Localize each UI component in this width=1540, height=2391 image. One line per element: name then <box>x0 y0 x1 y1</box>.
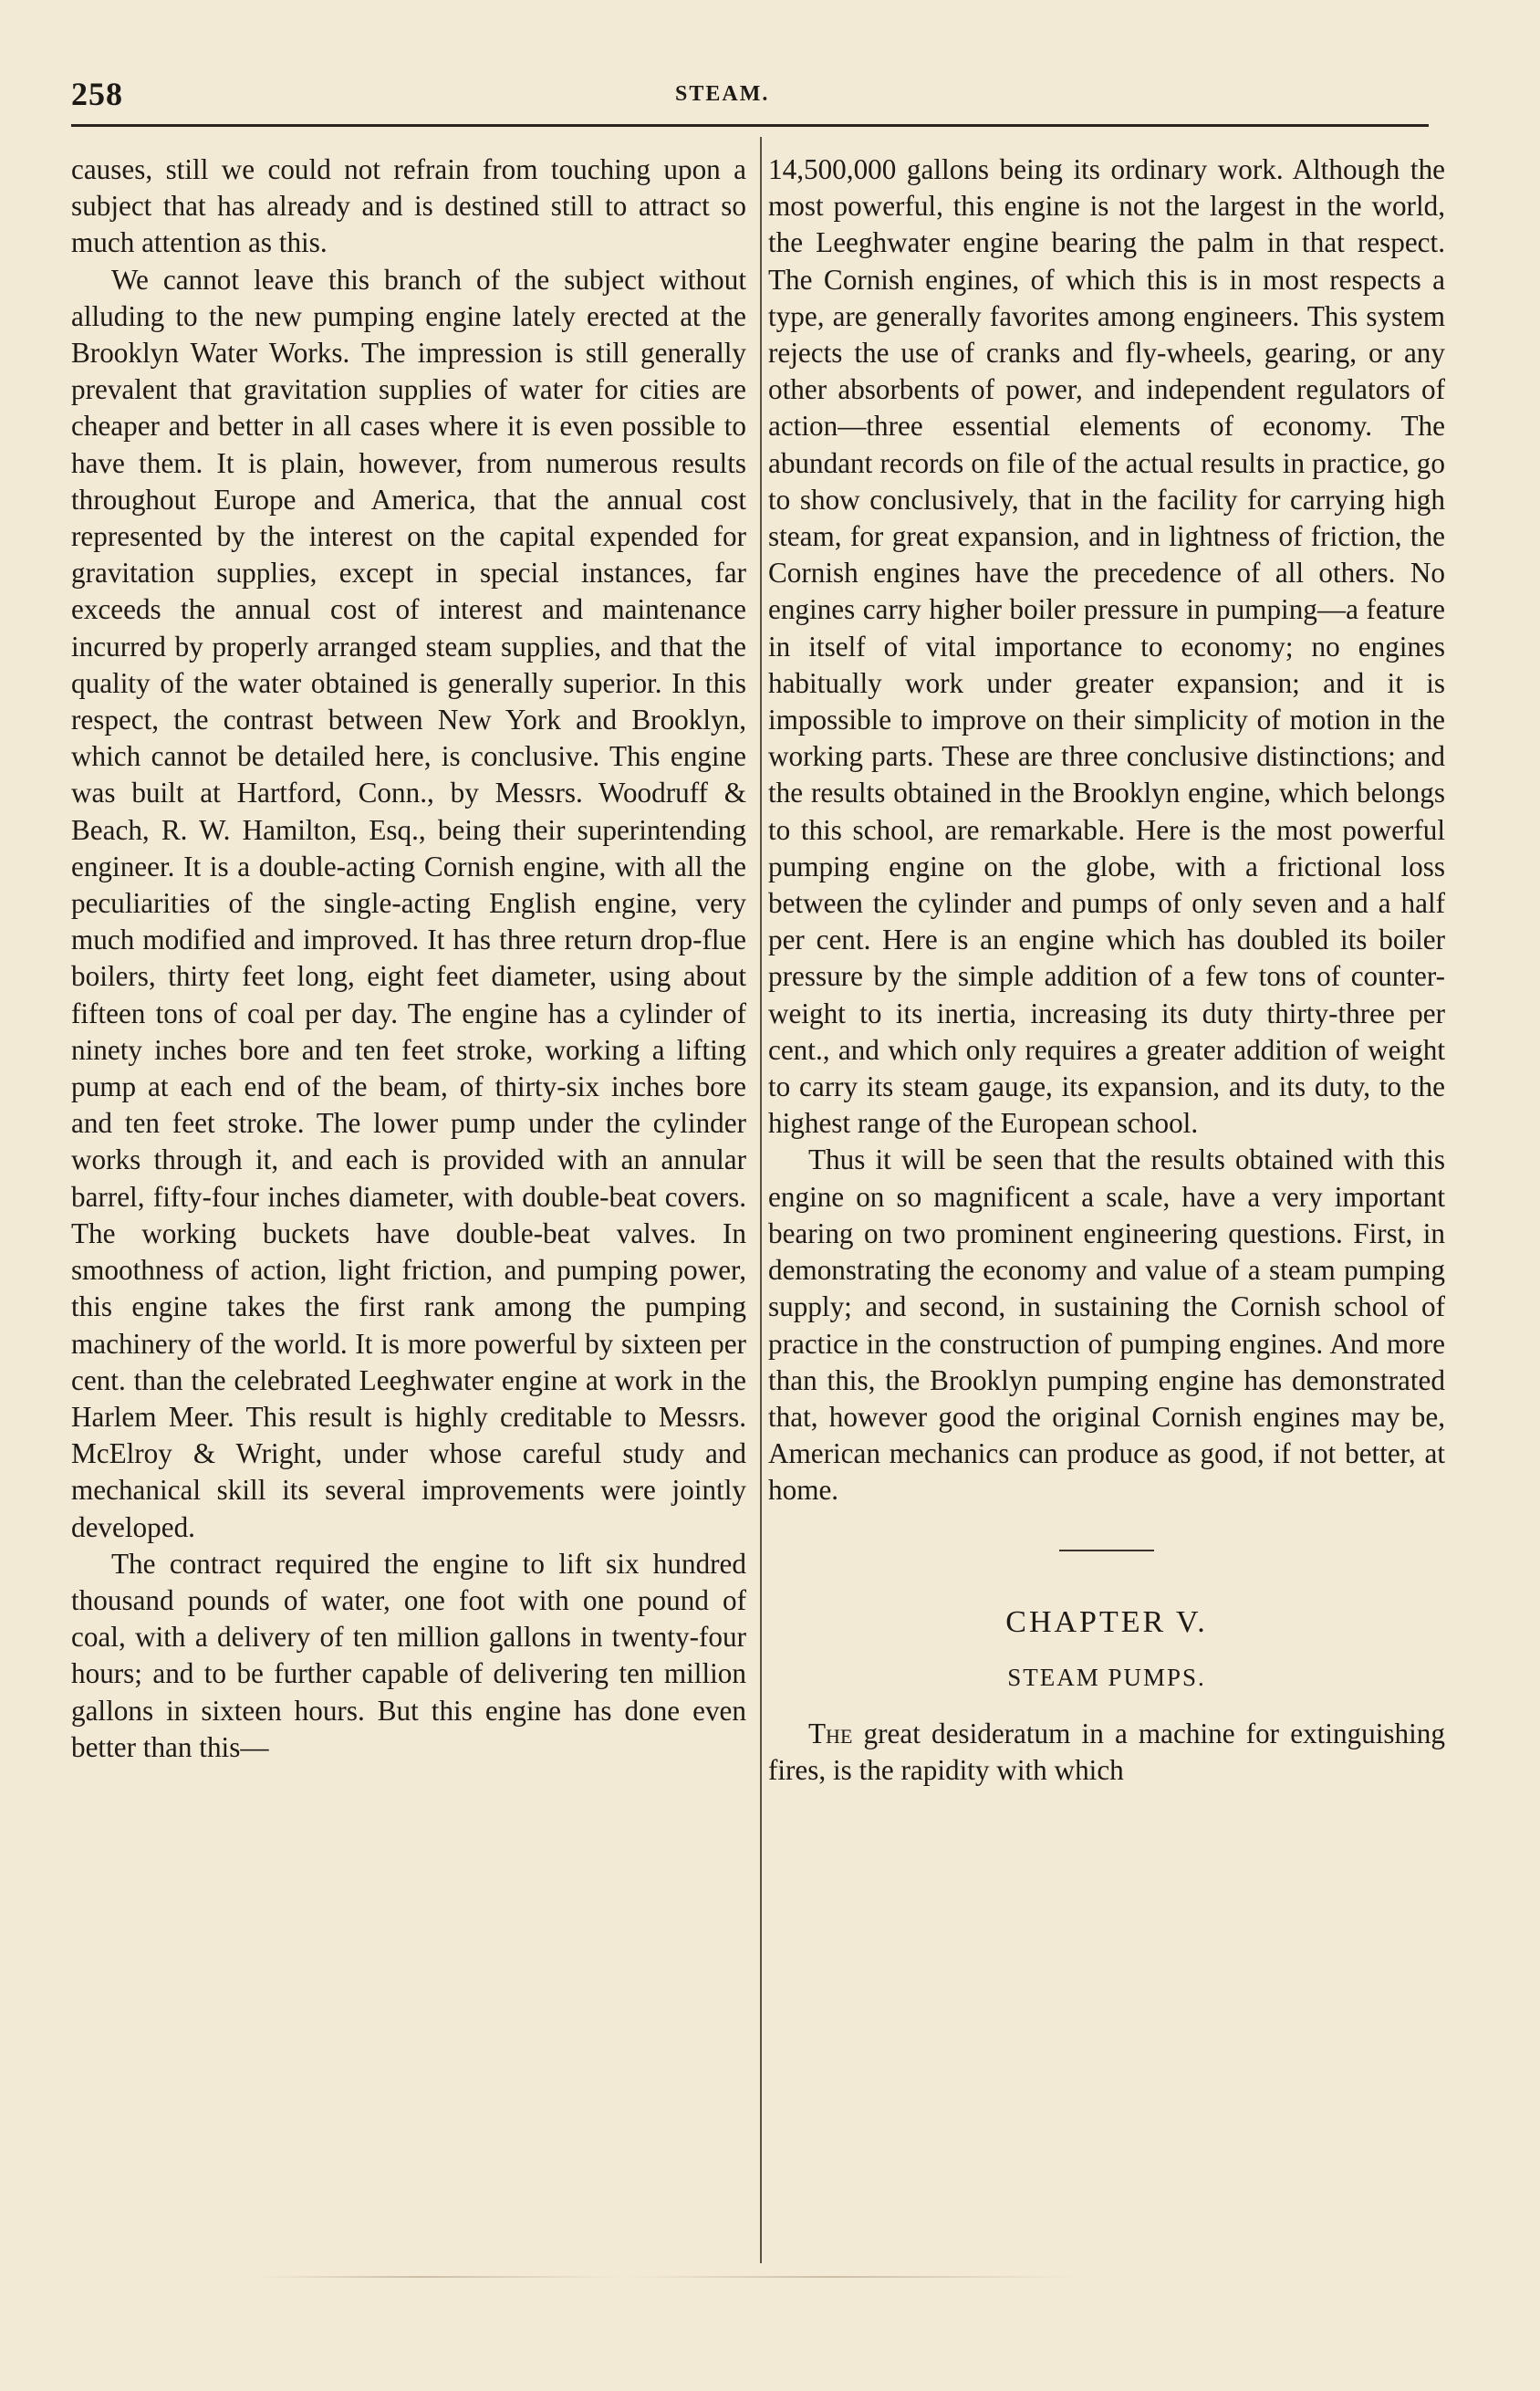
paragraph: 14,500,000 gallons being its ordinary work. Although the most powerful, this engine is not the largest in the world, the Leeghwater engine bearing the palm in that respect. The Cornish engines, of which this is in most respects a type, are generally favorites among engineers. This system rejects the use of cranks and fly-wheels, gearing, or any other absorbents of power, and independent regulators of action—three essential elements of economy. The abundant records on file of the actual results in practice, go to show conclusively, that in the facility for carrying high steam, for great expansion, and in lightness of friction, the Cornish engines have the precedence of all others. No engines carry higher boiler pressure in pumping—a feature in itself of vital importance to economy; no engines habitually work under greater expansion; and it is impossible to improve on their simplicity of motion in the working parts. These are three conclusive distinctions; and the results obtained in the Brooklyn engine, which belongs to this school, are remarkable. Here is the most powerful pumping engine on the globe, with a frictional loss between the cylinder and pumps of only seven and a half per cent. Here is an engine which has doubled its boiler pressure by the simple addition of a few tons of counter-weight to its inertia, increasing its duty thirty-three per cent., and which only requires a greater addition of weight to carry its steam gauge, its expansion, and its duty, to the highest range of the European school. <box>768 153 1445 1140</box>
header-rule <box>71 124 1429 127</box>
paragraph: The contract required the engine to lift six hundred thousand pounds of water, one foot with one pound of coal, with a delivery of ten million gallons in twenty-four hours; and to be further capable of delivering ten million gallons in sixteen hours. But this engine has done even better than this— <box>71 1547 746 1763</box>
print-smudge <box>255 2276 1077 2278</box>
chapter-subtitle: STEAM PUMPS. <box>1007 1663 1206 1691</box>
right-column <box>768 151 1445 1789</box>
paragraph: causes, still we could not refrain from touching upon a subject that has already and is destined still to attract so much attention as this. <box>71 153 746 259</box>
left-column <box>71 151 746 1766</box>
column-divider <box>760 137 762 2263</box>
running-head: STEAM. <box>675 82 770 106</box>
lead-word: The <box>808 1717 853 1749</box>
section-separator <box>1059 1550 1154 1551</box>
paragraph <box>768 1716 1445 1789</box>
page-number: 258 <box>71 76 123 112</box>
chapter-title: CHAPTER V. <box>1005 1604 1208 1639</box>
paragraph: Thus it will be seen that the results obtained with this engine on so magnificent a scale, have a very important bearing on two prominent engineering questions. First, in demonstrating the economy and value of a steam pumping supply; and second, in sustaining the Cornish school of practice in the construction of pumping engines. And more than this, the Brooklyn pumping engine has demonstrated that, however good the original Cornish engines may be, American mechanics can produce as good, if not better, at home. <box>768 1143 1445 1507</box>
paragraph-text: great desideratum in a machine for extinguishing fires, is the rapidity with which <box>768 1717 1445 1787</box>
paragraph: We cannot leave this branch of the subject without alluding to the new pumping engine lately erected at the Brooklyn Water Works. The impression is still generally prevalent that gravitation supplies of water for cities are cheaper and better in all cases where it is even possible to have them. It is plain, however, from numerous results throughout Europe and America, that the annual cost represented by the interest on the capital expended for gravitation supplies, except in special instances, far exceeds the annual cost of interest and maintenance incurred by properly arranged steam supplies, and that the quality of the water obtained is generally superior. In this respect, the contrast between New York and Brooklyn, which cannot be detailed here, is conclusive. This engine was built at Hartford, Conn., by Messrs. Woodruff & Beach, R. W. Hamilton, Esq., being their superintending engineer. It is a double-acting Cornish engine, with all the peculiarities of the single-acting English engine, very much modified and improved. It has three return drop-flue boilers, thirty feet long, eight feet diameter, using about fifteen tons of coal per day. The engine has a cylinder of ninety inches bore and ten feet stroke, working a lifting pump at each end of the beam, of thirty-six inches bore and ten feet stroke. The lower pump under the cylinder works through it, and each is provided with an annular barrel, fifty-four inches diameter, with double-beat covers. The working buckets have double-beat valves. In smoothness of action, light friction, and pumping power, this engine takes the first rank among the pumping machinery of the world. It is more powerful by sixteen per cent. than the celebrated Leeghwater engine at work in the Harlem Meer. This result is highly creditable to Messrs. McElroy & Wright, under whose careful study and mechanical skill its several improvements were jointly developed. <box>71 263 746 1543</box>
